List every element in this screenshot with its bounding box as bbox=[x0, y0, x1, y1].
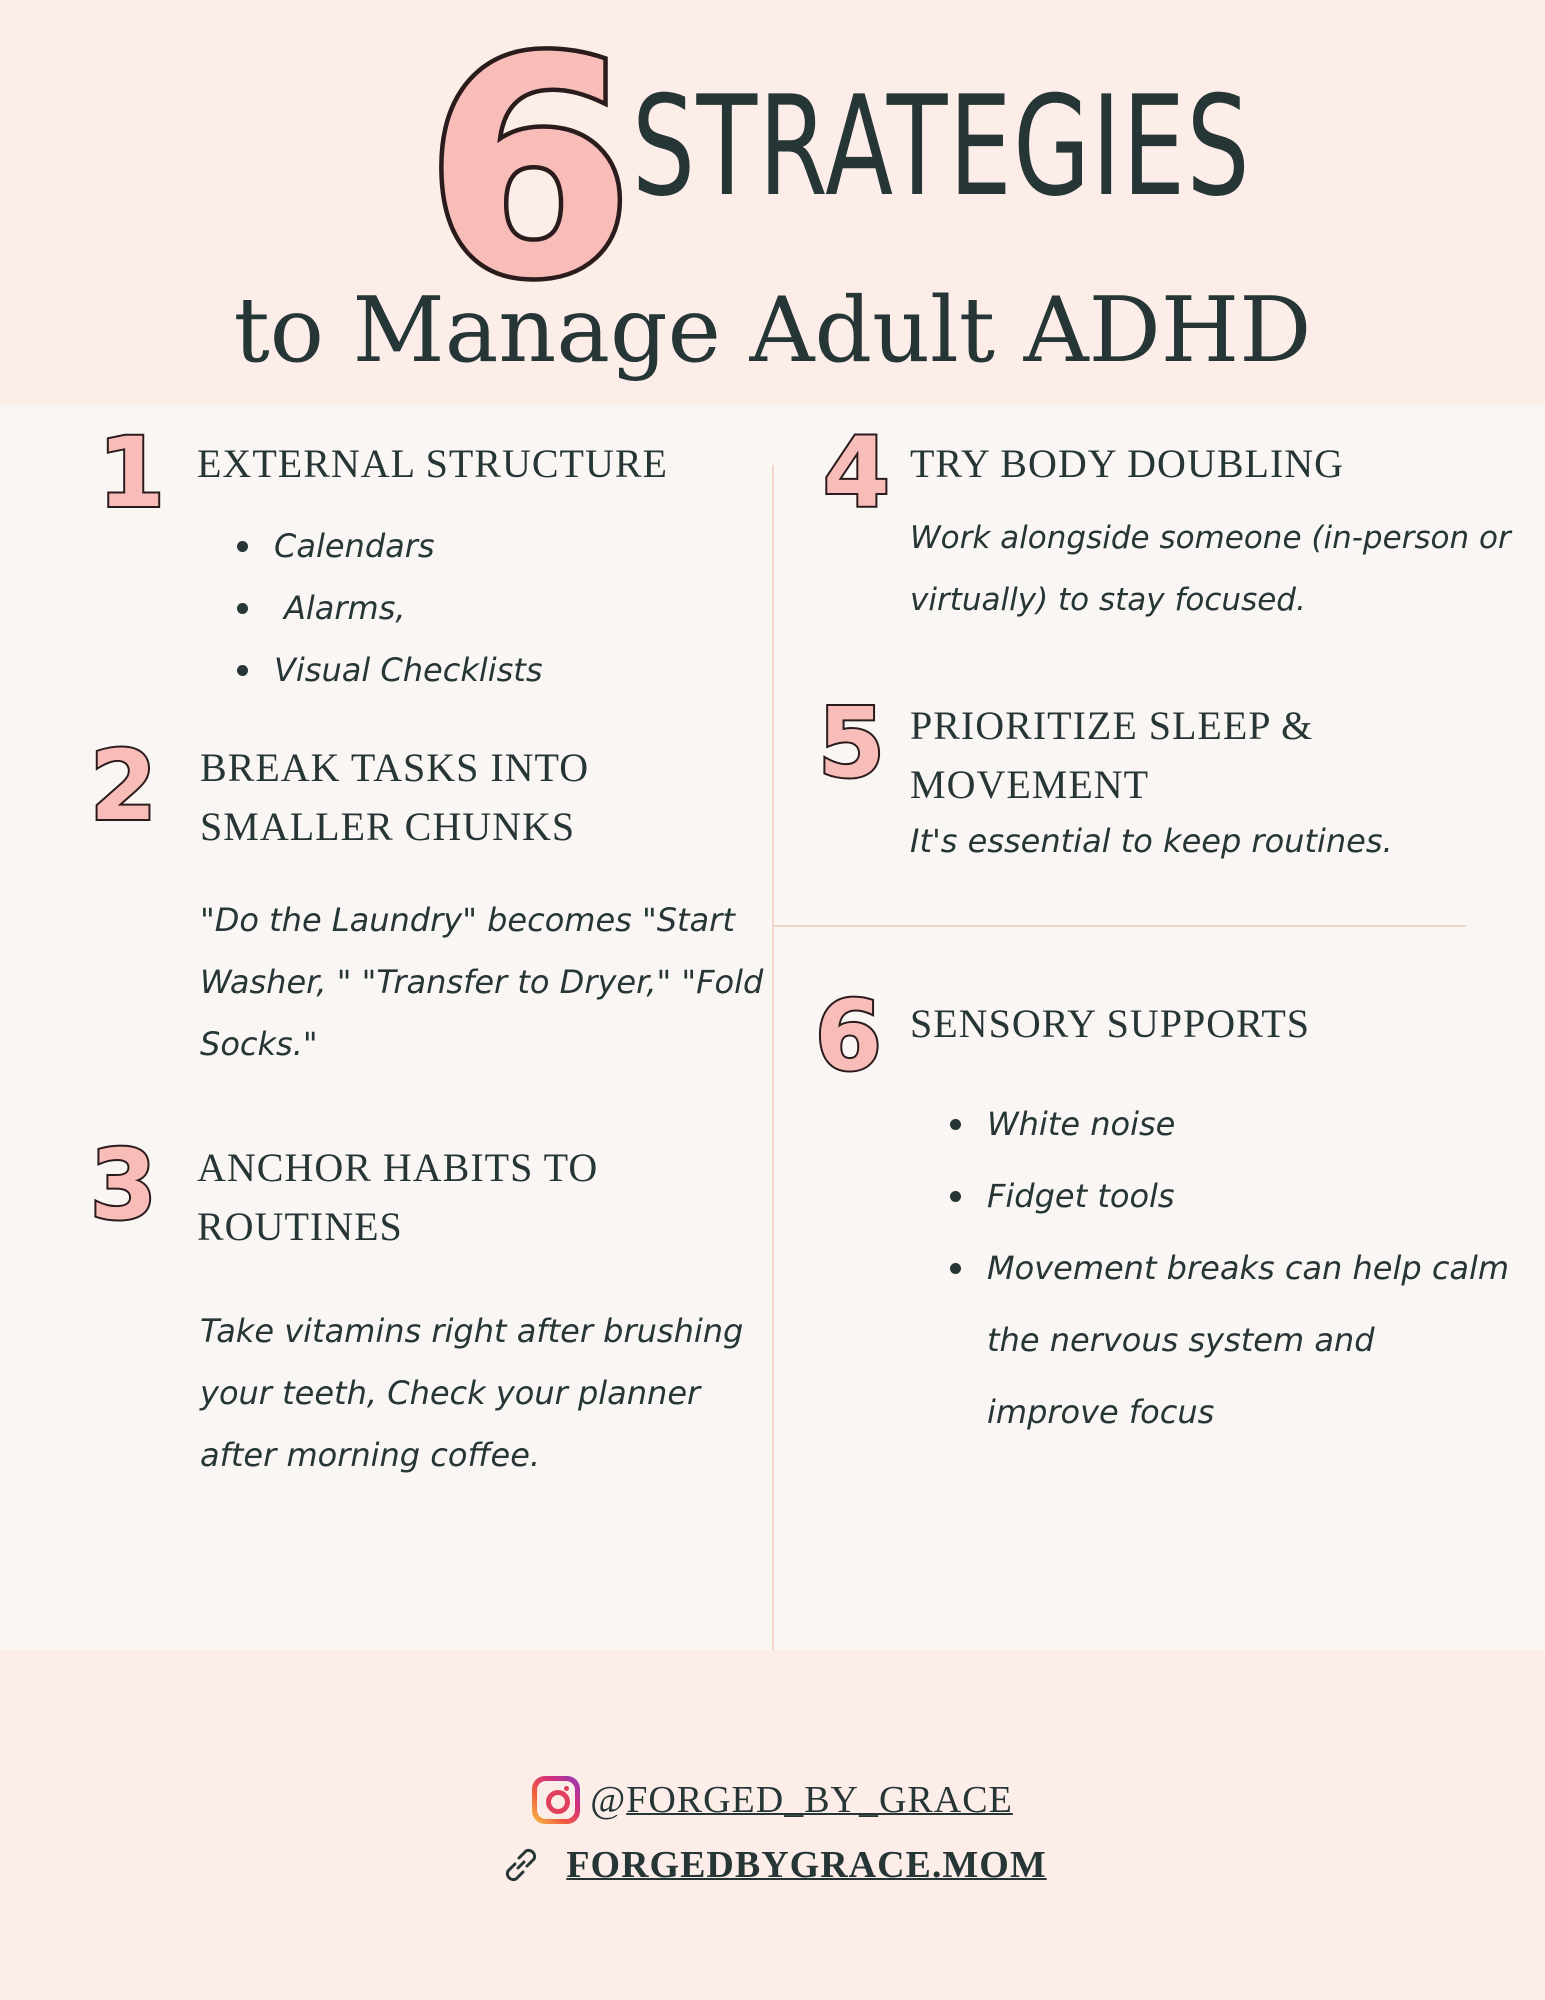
list-item: Visual Checklists bbox=[237, 639, 543, 701]
instagram-handle[interactable]: @FORGED_BY_GRACE bbox=[590, 1779, 1013, 1821]
website-row bbox=[0, 1842, 1545, 1888]
strategy-number-4: 4 bbox=[823, 417, 890, 529]
vertical-divider bbox=[772, 465, 774, 1650]
website-link[interactable]: FORGEDBYGRACE.MOM bbox=[566, 1844, 1047, 1886]
strategy-heading-2: BREAK TASKS INTO SMALLER CHUNKS bbox=[200, 745, 590, 849]
horizontal-divider bbox=[774, 925, 1466, 927]
strategies-panel bbox=[0, 405, 1545, 1650]
strategy-body-5: It's essential to keep routines. bbox=[910, 822, 1393, 860]
strategy-heading-1: EXTERNAL STRUCTURE bbox=[197, 441, 668, 486]
strategy-list-6 bbox=[950, 1088, 1509, 1448]
strategies-title: STRATEGIES bbox=[632, 66, 1252, 227]
strategy-heading-6: SENSORY SUPPORTS bbox=[910, 1001, 1311, 1046]
strategy-number-3: 3 bbox=[90, 1129, 157, 1241]
big-number-six: 6 bbox=[425, 0, 634, 344]
list-item: Alarms, bbox=[237, 577, 543, 639]
list-item: Movement breaks can help calm the nervous system and improve focus bbox=[950, 1232, 1509, 1448]
strategy-body-4: Work alongside someone (in-person or virtually) to stay focused. bbox=[910, 520, 1511, 618]
strategy-number-5: 5 bbox=[818, 687, 885, 799]
list-item: Fidget tools bbox=[950, 1160, 1509, 1232]
instagram-icon bbox=[532, 1776, 580, 1824]
strategy-body-2: "Do the Laundry" becomes "Start Washer, " "Transfer to Dryer," "Fold Socks." bbox=[200, 901, 764, 1063]
strategy-number-1: 1 bbox=[98, 417, 165, 529]
instagram-row bbox=[0, 1776, 1545, 1824]
list-item: White noise bbox=[950, 1088, 1509, 1160]
strategy-heading-5: PRIORITIZE SLEEP & MOVEMENT bbox=[910, 703, 1314, 807]
strategy-body-3: Take vitamins right after brushing your teeth, Check your planner after morning coffee. bbox=[200, 1312, 744, 1474]
list-item: Calendars bbox=[237, 515, 543, 577]
link-icon bbox=[498, 1842, 544, 1888]
strategy-list-1 bbox=[237, 515, 543, 701]
strategy-number-2: 2 bbox=[90, 730, 157, 842]
strategy-heading-3: ANCHOR HABITS TO ROUTINES bbox=[197, 1145, 599, 1249]
strategy-heading-4: TRY BODY DOUBLING bbox=[910, 441, 1345, 486]
strategy-number-6: 6 bbox=[815, 980, 882, 1092]
header bbox=[0, 0, 1545, 405]
page-subtitle: to Manage Adult ADHD bbox=[233, 278, 1312, 383]
